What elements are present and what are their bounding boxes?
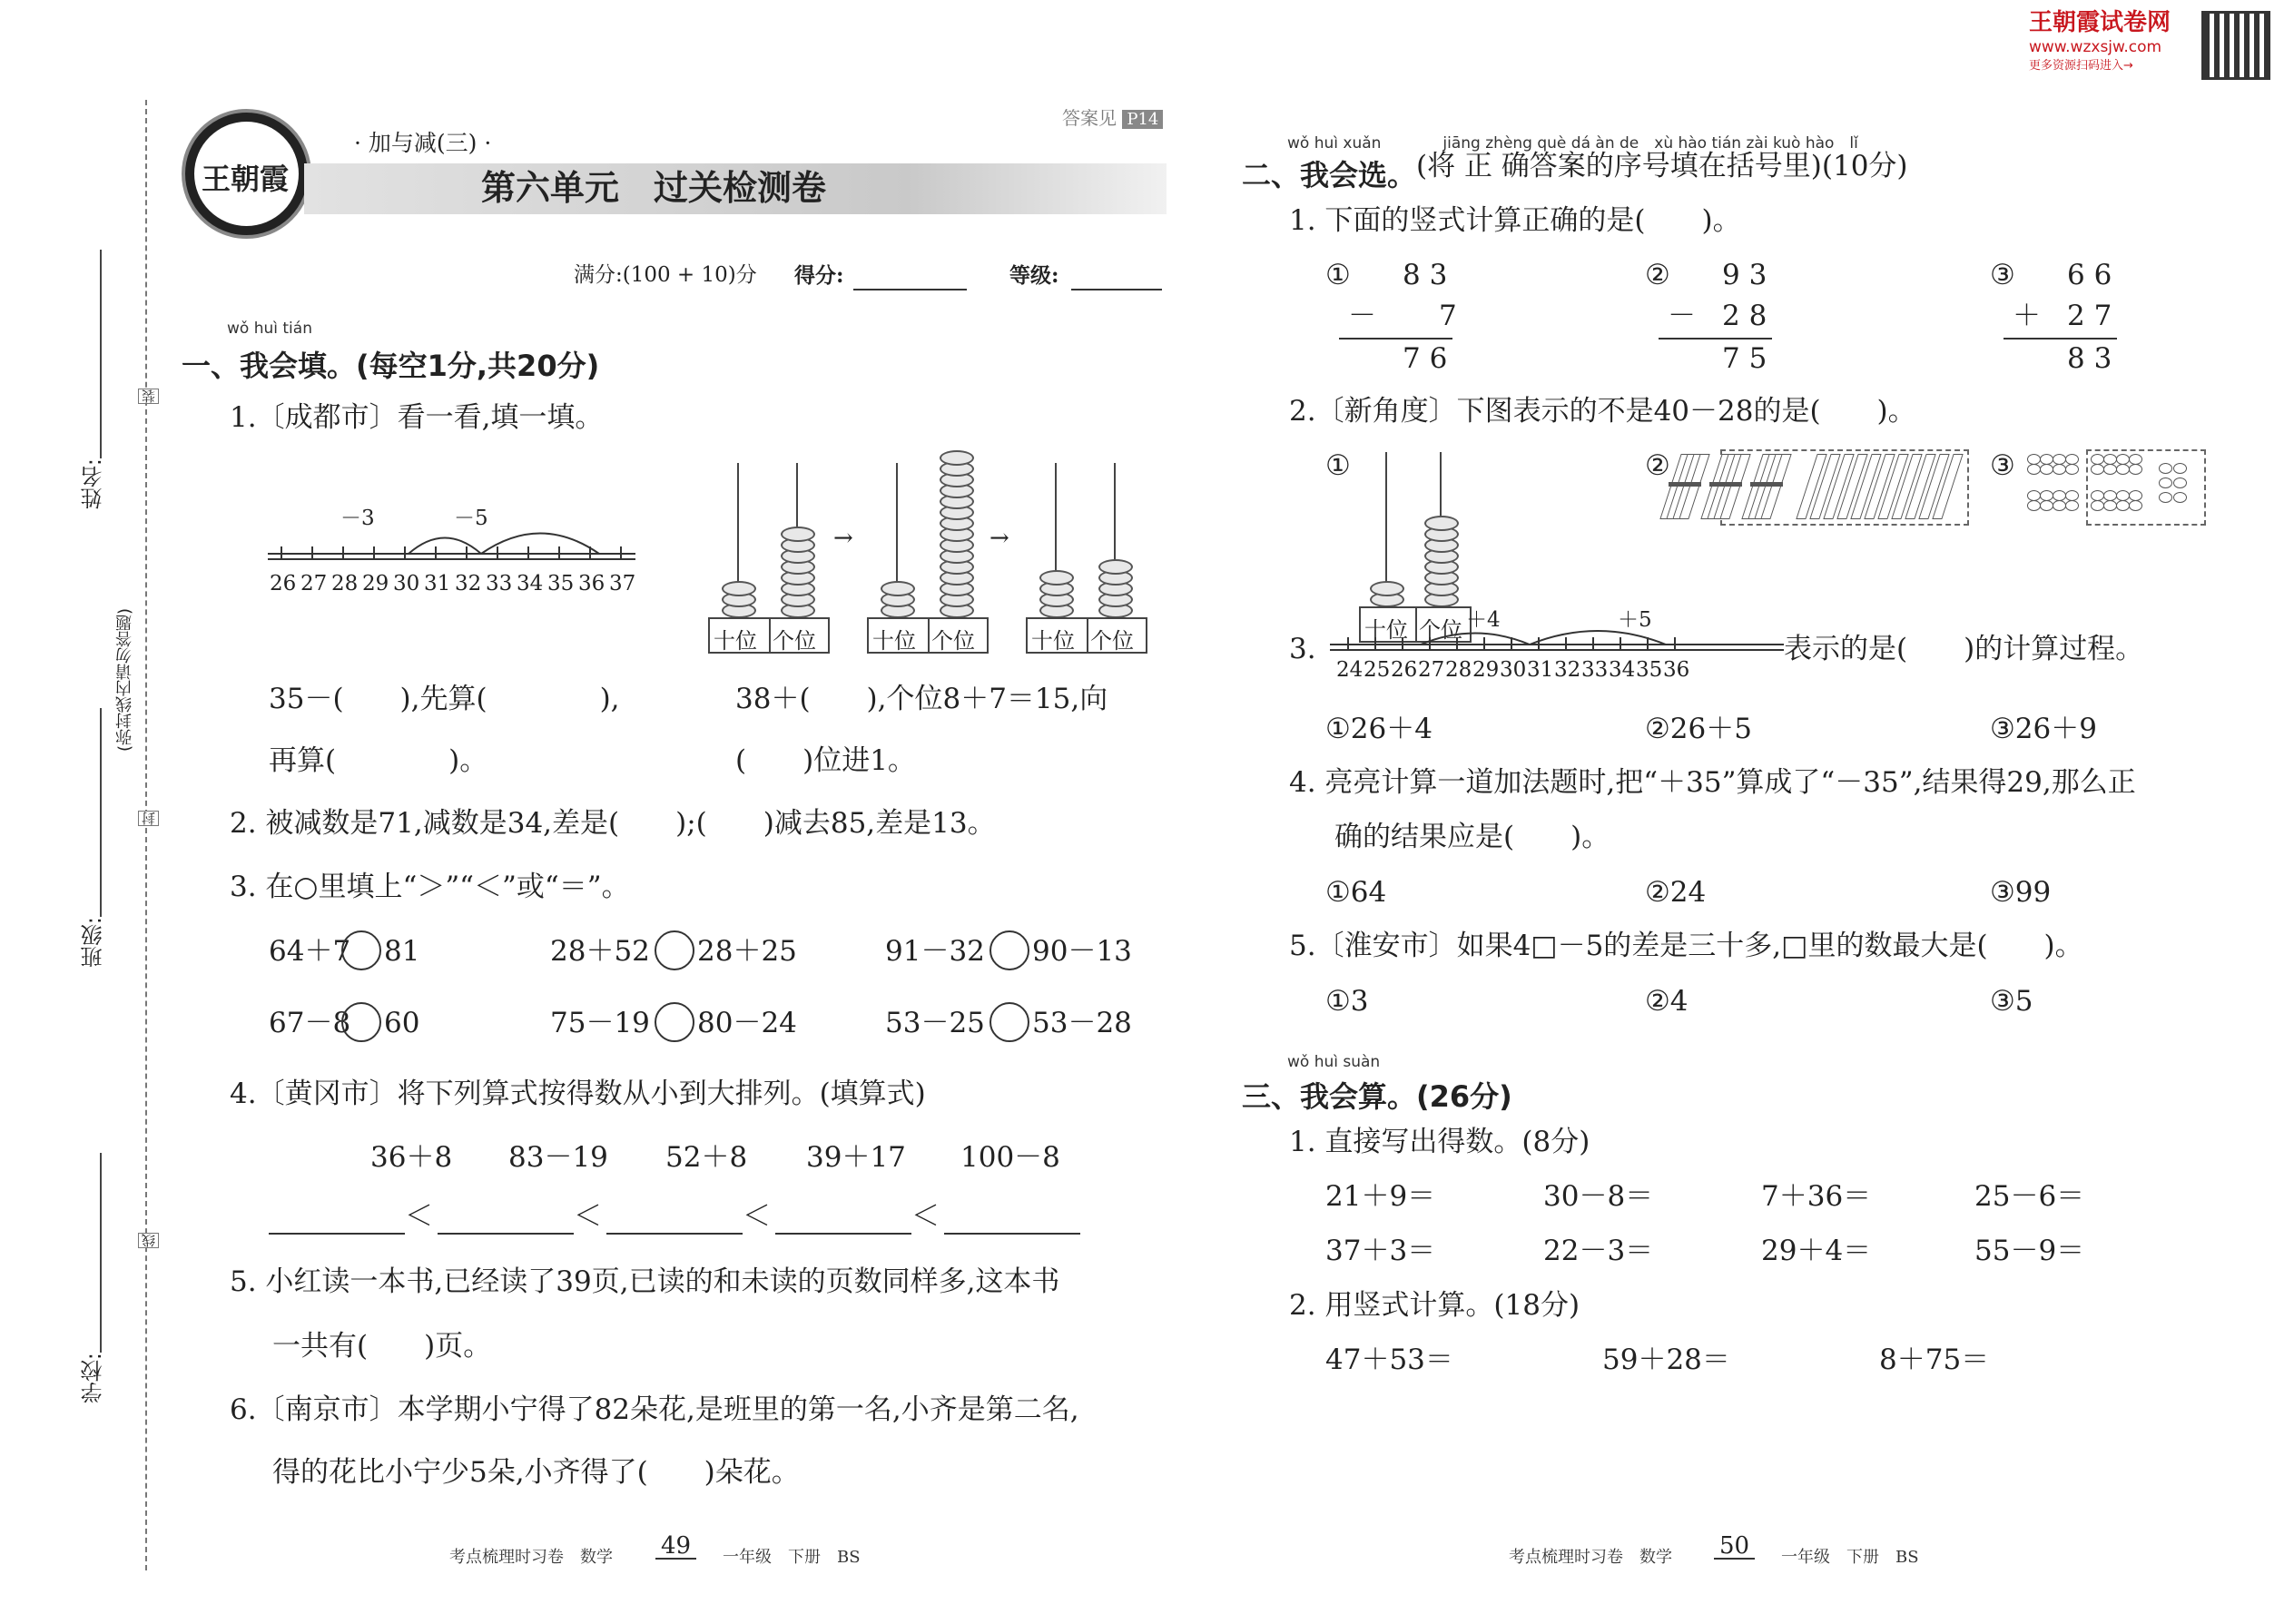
dot: [2129, 464, 2142, 475]
r-q5-text: 5.〔淮安市〕如果4□－5的差是三十多,□里的数最大是( )。: [1289, 930, 2083, 962]
abacus-tens-label: 十位: [872, 628, 916, 654]
compare-right: 53－28: [1032, 1007, 1132, 1039]
nl2-tick-label: 26: [1391, 658, 1418, 682]
page-title: 第六单元 过关检测卷: [481, 168, 827, 208]
dot: [2103, 500, 2117, 511]
abacus-bead: [881, 581, 915, 596]
nl1-tick-label: 28: [331, 572, 359, 595]
s3-pinyin: wǒ huì suàn: [1287, 1053, 1381, 1071]
nl2-tick-label: 30: [1500, 658, 1527, 682]
r-q2-mark-1: ①: [1325, 449, 1351, 482]
seal-mark-2: 封: [138, 811, 159, 826]
vc-rule: [1659, 338, 1772, 340]
q4-expression: 39＋17: [806, 1141, 906, 1174]
sticks-picture: [1670, 449, 1970, 527]
section-3-title: 三、我会算。(26分): [1242, 1079, 1512, 1114]
q4-expression: 83－19: [508, 1141, 608, 1174]
logo-text: 王朝霞: [202, 162, 290, 196]
direct-calc-item: 21＋9＝: [1325, 1180, 1436, 1213]
nl1-tick-label: 27: [300, 572, 328, 595]
nl2-tick-label: 27: [1418, 658, 1445, 682]
vc-op: －: [1668, 300, 1696, 332]
r-q4-opt-3: ③99: [1990, 876, 2052, 909]
compare-right: 80－24: [697, 1007, 797, 1039]
abacus-bead: [722, 581, 756, 596]
r-q2-mark-2: ②: [1645, 449, 1670, 482]
vc-rule: [1339, 338, 1452, 340]
order-blank[interactable]: [606, 1233, 743, 1235]
r-q5-opt-3: ③5: [1990, 985, 2033, 1018]
dot: [2159, 463, 2172, 474]
dot: [2159, 492, 2172, 503]
dot: [2040, 464, 2053, 475]
abacus-bead: [940, 450, 974, 466]
r-q1-text: 1. 下面的竖式计算正确的是( )。: [1289, 204, 1741, 237]
seal-notice: (弥封线内请勿答题): [115, 608, 134, 753]
arrow-1: →: [833, 525, 853, 552]
vc-top: 9 3: [1722, 259, 1767, 291]
dot: [2159, 477, 2172, 488]
section-2-title: 二、我会选。: [1242, 158, 1417, 192]
brand-note: 更多资源扫码进入→: [2029, 59, 2133, 73]
q4-expression: 52＋8: [665, 1141, 748, 1174]
seal-mark-3: 线: [138, 1233, 159, 1248]
vc-result: 7 6: [1403, 342, 1448, 375]
nl1-jump2-label: －5: [454, 507, 488, 530]
r-q4-line1: 4. 亮亮计算一道加法题时,把“＋35”算成了“－35”,结果得29,那么正: [1289, 766, 2136, 799]
bundle-band: [1750, 482, 1783, 487]
vc-mark: ②: [1645, 259, 1670, 291]
vc-mark: ③: [1990, 259, 2015, 291]
q6-line2: 得的花比小宁少5朵,小齐得了( )朵花。: [272, 1456, 800, 1489]
q3-text: 3. 在○里填上“＞”“＜”或“＝”。: [230, 871, 630, 903]
dot: [2103, 464, 2117, 475]
score-field[interactable]: [853, 289, 967, 290]
nl1-tick-label: 32: [455, 572, 482, 595]
direct-calc-item: 30－8＝: [1543, 1180, 1654, 1213]
less-than-sign: ＜: [911, 1200, 940, 1233]
order-blank[interactable]: [775, 1233, 911, 1235]
vc-top: 6 6: [2067, 259, 2112, 291]
vertical-calc-item: 8＋75＝: [1879, 1343, 1990, 1376]
arrow-2: →: [989, 525, 1009, 552]
q4-expression: 36＋8: [370, 1141, 453, 1174]
compare-left: 53－25: [885, 1007, 985, 1039]
r-q5-opt-2: ②4: [1645, 985, 1689, 1018]
less-than-sign: ＜: [574, 1200, 602, 1233]
q1a-line1: 35－( ),先算( ),: [269, 683, 620, 715]
s2-pinyin: wǒ huì xuǎn jiāng zhèng què dá àn de xù hào tián zài kuò hào lǐ: [1287, 134, 1858, 153]
footer-left-grade: 一年级 下册 BS: [723, 1548, 861, 1567]
compare-left: 64＋7: [269, 935, 351, 968]
compare-right: 81: [384, 935, 420, 968]
class-label: 班级:: [81, 917, 106, 969]
nl2-tick-label: 24: [1336, 658, 1364, 682]
logo-inner: [194, 122, 299, 226]
section-2-note: (将 正 确答案的序号填在括号里)(10分): [1416, 150, 1908, 182]
abacus-bead: [1039, 570, 1074, 586]
nl1-tick-label: 30: [393, 572, 420, 595]
qr-code-icon: [2201, 11, 2270, 80]
order-blank[interactable]: [269, 1233, 405, 1235]
q2-text: 2. 被减数是71,减数是34,差是( );( )减去85,差是13。: [230, 807, 996, 840]
name-label: 姓名:: [81, 458, 106, 510]
abacus-bead: [781, 527, 815, 542]
nl2-tick-label: 25: [1364, 658, 1391, 682]
r-q3-num: 3.: [1289, 633, 1316, 665]
abacus-ones-label: 个位: [1090, 628, 1134, 654]
nl2-jump1-label: ＋4: [1466, 608, 1501, 632]
abacus-tens-label: 十位: [714, 628, 757, 654]
dot: [2091, 500, 2104, 511]
dot: [2173, 463, 2187, 474]
c1-text: 1. 直接写出得数。(8分): [1289, 1126, 1590, 1158]
q5-line1: 5. 小红读一本书,已经读了39页,已读的和未读的页数同样多,这本书: [230, 1265, 1060, 1298]
abacus-frame: [867, 617, 989, 654]
q1b-line2: ( )位进1。: [735, 744, 916, 777]
vc-result: 7 5: [1722, 342, 1767, 375]
nl2-tick-label: 34: [1609, 658, 1636, 682]
abacus-bead: [1098, 559, 1133, 575]
q5-line2: 一共有( )页。: [272, 1330, 492, 1363]
nl1-tick-label: 26: [270, 572, 297, 595]
dot: [2173, 477, 2187, 488]
vc-op: ＋: [2013, 300, 2041, 332]
dot: [2027, 500, 2041, 511]
compare-circle[interactable]: [341, 1002, 381, 1042]
q1-prompt: 1.〔成都市〕看一看,填一填。: [230, 401, 604, 434]
r-q3-text: 表示的是( )的计算过程。: [1784, 633, 2144, 665]
name-field[interactable]: [100, 250, 102, 458]
nl2-tick-label: 31: [1527, 658, 1554, 682]
abacus-divider: [769, 619, 771, 652]
score-label: 得分:: [794, 263, 844, 288]
r-q5-opt-1: ①3: [1325, 985, 1369, 1018]
less-than-sign: ＜: [743, 1200, 771, 1233]
vertical-calc-item: 47＋53＝: [1325, 1343, 1453, 1376]
abacus-bead: [1424, 516, 1459, 531]
vc-rule: [2004, 338, 2117, 340]
answer-ref-text: 答案见: [1062, 107, 1117, 129]
nl2-tick-label: 36: [1663, 658, 1690, 682]
vc-result: 8 3: [2067, 342, 2112, 375]
abacus-tens-label: 十位: [1364, 617, 1408, 643]
vertical-calc-item: 59＋28＝: [1602, 1343, 1730, 1376]
vc-top: 8 3: [1403, 259, 1448, 291]
school-label: 学校:: [81, 1353, 106, 1404]
compare-left: 91－32: [885, 935, 985, 968]
q1a-line2: 再算( )。: [269, 744, 488, 777]
direct-calc-item: 7＋36＝: [1761, 1180, 1872, 1213]
logo-badge: [182, 109, 311, 239]
brand-name: 王朝霞试卷网: [2029, 9, 2171, 36]
vc-bottom: 2 8: [1722, 300, 1767, 332]
binding-dashed-line: [145, 100, 147, 1570]
nl1-tick-label: 37: [609, 572, 636, 595]
abacus-divider: [1087, 619, 1088, 652]
r-q3-opt-2: ②26＋5: [1645, 713, 1752, 745]
q1b-line1: 38＋( ),个位8＋7＝15,向: [735, 683, 1108, 715]
dot: [2065, 464, 2079, 475]
seal-mark-1: 装: [138, 389, 159, 404]
direct-calc-item: 25－6＝: [1974, 1180, 2085, 1213]
nl2-jump2-label: ＋5: [1618, 608, 1652, 632]
nl2-tick-label: 28: [1445, 658, 1472, 682]
direct-calc-item: 55－9＝: [1974, 1235, 2085, 1267]
footer-left-page: 49: [655, 1534, 696, 1560]
less-than-sign: ＜: [405, 1200, 433, 1233]
order-blank[interactable]: [944, 1233, 1080, 1235]
compare-right: 90－13: [1032, 935, 1132, 968]
footer-left-text: 考点梳理时习卷 数学: [449, 1548, 613, 1567]
dot: [2053, 464, 2066, 475]
q4-expression: 100－8: [960, 1141, 1060, 1174]
r-q4-line2: 确的结果应是( )。: [1334, 821, 1610, 853]
score-full: 满分:(100 + 10)分: [574, 263, 757, 287]
nl1-tick-label: 36: [578, 572, 605, 595]
r-q2-text: 2.〔新角度〕下图表示的不是40－28的是( )。: [1289, 395, 1916, 428]
nl2-tick-label: 35: [1636, 658, 1663, 682]
nl1-jump1-label: －3: [340, 507, 375, 530]
vc-bottom: 2 7: [2067, 300, 2112, 332]
compare-right: 28＋25: [697, 935, 797, 968]
vc-op: －: [1348, 300, 1376, 332]
abacus-ones-label: 个位: [1419, 617, 1462, 643]
compare-left: 67－8: [269, 1007, 351, 1039]
vc-mark: ①: [1325, 259, 1351, 291]
abacus-divider: [928, 619, 930, 652]
abacus-ones-label: 个位: [931, 628, 975, 654]
dots-picture: [2023, 449, 2204, 527]
direct-calc-item: 22－3＝: [1543, 1235, 1654, 1267]
nl1-tick-label: 33: [486, 572, 513, 595]
nl1-tick-label: 34: [517, 572, 544, 595]
brand-site: www.wzxsjw.com: [2029, 38, 2162, 56]
compare-left: 28＋52: [550, 935, 650, 968]
abacus-tens-label: 十位: [1031, 628, 1075, 654]
nl2-tick-label: 33: [1581, 658, 1609, 682]
compare-circle[interactable]: [989, 1002, 1029, 1042]
s1-pinyin: wǒ huì tián: [227, 320, 312, 338]
grade-field[interactable]: [1071, 289, 1162, 290]
r-q4-opt-1: ①64: [1325, 876, 1387, 909]
nl1-tick-label: 31: [424, 572, 451, 595]
r-q3-opt-3: ③26＋9: [1990, 713, 2097, 745]
abacus-bead: [1370, 581, 1404, 596]
r-q4-opt-2: ②24: [1645, 876, 1707, 909]
bundle-band: [1669, 482, 1701, 487]
dot: [2027, 464, 2041, 475]
abacus-ones-label: 个位: [773, 628, 816, 654]
class-field[interactable]: [100, 708, 102, 917]
q4-text: 4.〔黄冈市〕将下列算式按得数从小到大排列。(填算式): [230, 1078, 926, 1110]
dot: [2091, 464, 2104, 475]
compare-circle[interactable]: [341, 930, 381, 970]
direct-calc-item: 29＋4＝: [1761, 1235, 1872, 1267]
compare-circle[interactable]: [655, 1002, 694, 1042]
nl1-tick-label: 29: [362, 572, 389, 595]
school-field[interactable]: [100, 1153, 102, 1353]
direct-calc-item: 37＋3＝: [1325, 1235, 1436, 1267]
dot: [2116, 500, 2130, 511]
dot: [2129, 500, 2142, 511]
vc-bottom: 7: [1439, 300, 1457, 332]
answer-ref: [1062, 109, 1163, 128]
footer-right-text: 考点梳理时习卷 数学: [1509, 1548, 1672, 1567]
compare-right: 60: [384, 1007, 420, 1039]
q6-line1: 6.〔南京市〕本学期小宁得了82朵花,是班里的第一名,小齐是第二名,: [230, 1393, 1079, 1426]
section-1-title: 一、我会填。(每空1分,共20分): [182, 349, 600, 383]
nl2-tick-label: 32: [1554, 658, 1581, 682]
footer-right-grade: 一年级 下册 BS: [1781, 1548, 1919, 1567]
r-q3-opt-1: ①26＋4: [1325, 713, 1433, 745]
answer-page-badge: P14: [1122, 110, 1163, 129]
bundle-band: [1709, 482, 1742, 487]
grade-label: 等级:: [1009, 263, 1059, 288]
compare-left: 75－19: [550, 1007, 650, 1039]
nl2-tick-label: 29: [1472, 658, 1500, 682]
abacus-frame: [1026, 617, 1147, 654]
abacus-frame: [708, 617, 830, 654]
c2-text: 2. 用竖式计算。(18分): [1289, 1289, 1580, 1322]
order-blank[interactable]: [438, 1233, 574, 1235]
dot: [2116, 464, 2130, 475]
dot: [2065, 500, 2079, 511]
dot: [2053, 500, 2066, 511]
dot: [2040, 500, 2053, 511]
r-q2-mark-3: ③: [1990, 449, 2015, 482]
unit-subtitle: · 加与减(三) ·: [354, 130, 492, 156]
compare-circle[interactable]: [655, 930, 694, 970]
footer-right-page: 50: [1714, 1534, 1755, 1560]
compare-circle[interactable]: [989, 930, 1029, 970]
dot: [2173, 492, 2187, 503]
nl1-tick-label: 35: [547, 572, 575, 595]
